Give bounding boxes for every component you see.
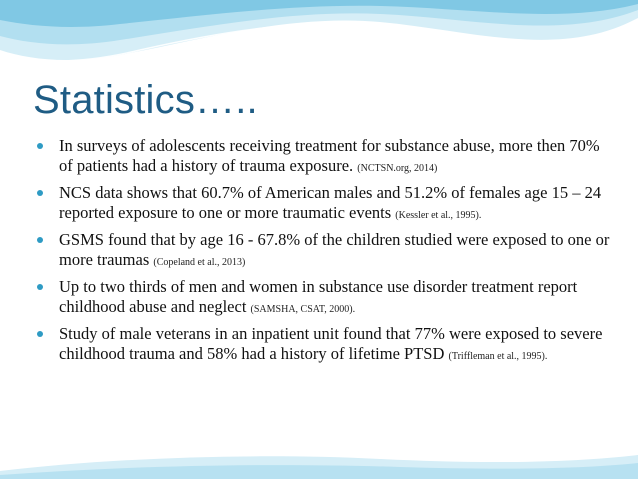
bullet-text: NCS data shows that 60.7% of American males and 51.2% of females age 15 – 24 reported exposure to one or more traumatic events [59,183,602,222]
bullet-text: Up to two thirds of men and women in substance use disorder treatment report childhood abuse and neglect [59,277,578,316]
bottom-wave-decoration [0,449,638,479]
bullet-item [37,136,612,179]
bullet-item [37,324,612,367]
top-wave-decoration [0,0,638,80]
bullet-item [37,183,612,226]
bullet-citation: (SAMSHA, CSAT, 2000). [250,304,356,315]
bullet-item [37,277,612,320]
bullet-citation: (Triffleman et al., 1995). [448,351,548,362]
bullet-dot-icon [37,237,43,243]
bullet-dot-icon [37,143,43,149]
bullet-citation: (Copeland et al., 2013) [153,257,246,268]
bullet-text: Study of male veterans in an inpatient unit found that 77% were exposed to severe childhood trauma and 58% had a history of lifetime PTSD [59,324,603,363]
bullet-dot-icon [37,190,43,196]
bullet-dot-icon [37,284,43,290]
slide-title: Statistics….. [33,78,258,122]
bullet-list [37,136,612,371]
bullet-citation: (Kessler et al., 1995). [395,210,482,221]
bullet-text: GSMS found that by age 16 - 67.8% of the children studied were exposed to one or more traumas [59,230,610,269]
bullet-dot-icon [37,331,43,337]
bullet-item [37,230,612,273]
bullet-text: In surveys of adolescents receiving treatment for substance abuse, more then 70% of patients had a history of trauma exposure. [59,136,600,175]
bullet-citation: (NCTSN.org, 2014) [357,163,438,174]
